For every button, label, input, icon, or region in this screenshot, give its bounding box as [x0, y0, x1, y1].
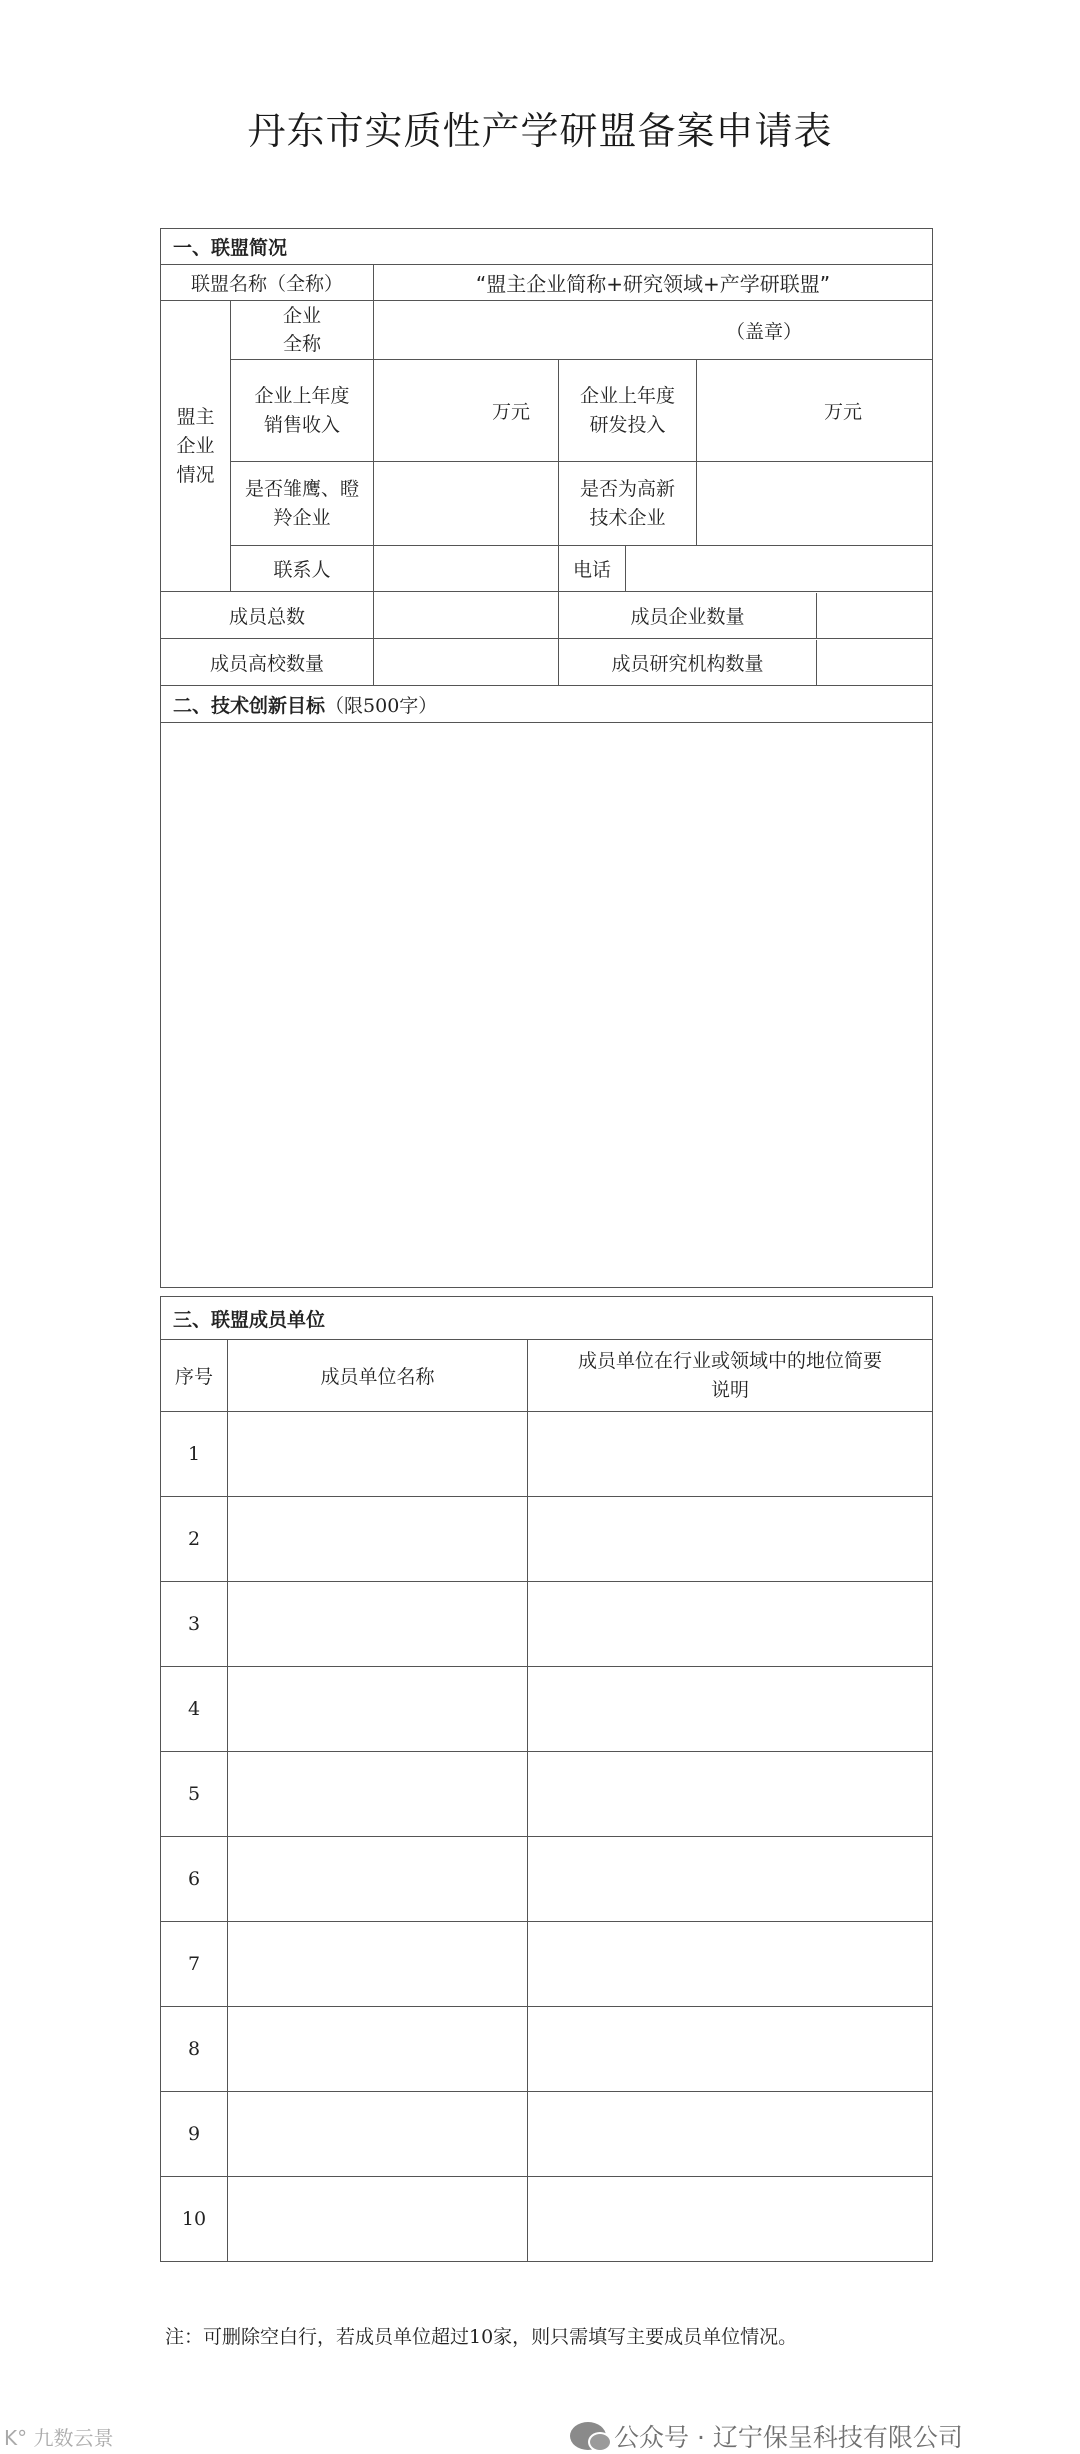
member-desc-cell[interactable]: [528, 1497, 933, 1582]
page-title: 丹东市实质性产学研盟备案申请表: [247, 109, 833, 153]
member-desc-cell[interactable]: [528, 2092, 933, 2177]
rd-investment-field[interactable]: 万元: [697, 360, 933, 462]
sales-revenue-label: 企业上年度销售收入: [231, 360, 374, 462]
member-universities-label: 成员高校数量: [161, 639, 374, 686]
row-number: 2: [161, 1497, 228, 1582]
member-desc-cell[interactable]: [528, 2177, 933, 2262]
member-name-cell[interactable]: [228, 1922, 528, 2007]
member-universities-field[interactable]: [374, 639, 559, 686]
member-name-cell[interactable]: [228, 2007, 528, 2092]
company-name-field[interactable]: （盖章）: [374, 301, 933, 360]
eagle-gazelle-label: 是否雏鹰、瞪羚企业: [231, 462, 374, 546]
member-name-cell[interactable]: [228, 2092, 528, 2177]
member-desc-cell[interactable]: [528, 1922, 933, 2007]
section2-heading: [161, 686, 933, 723]
section2-title: 二、技术创新目标: [173, 694, 326, 717]
member-desc-cell[interactable]: [528, 1837, 933, 1922]
table-row: [161, 1582, 933, 1667]
row-number: 8: [161, 2007, 228, 2092]
member-desc-cell[interactable]: [528, 2007, 933, 2092]
row-number: 6: [161, 1837, 228, 1922]
member-desc-cell[interactable]: [528, 1752, 933, 1837]
alliance-name-label: 联盟名称（全称）: [161, 265, 374, 301]
footnote: 注：可删除空白行，若成员单位超过10家，则只需填写主要成员单位情况。: [165, 2326, 798, 2348]
row-number: 3: [161, 1582, 228, 1667]
col-header-name: 成员单位名称: [228, 1340, 528, 1412]
leader-company-label: 盟主企业情况: [161, 301, 231, 592]
hightech-field[interactable]: [697, 462, 933, 546]
table-row: [161, 1922, 933, 2007]
table-row: [161, 1667, 933, 1752]
section3-heading: 三、联盟成员单位: [161, 1297, 933, 1340]
row-number: 10: [161, 2177, 228, 2262]
contact-field[interactable]: [374, 546, 559, 592]
total-members-label: 成员总数: [161, 592, 374, 639]
phone-label: 电话: [559, 546, 626, 592]
member-units-table: [160, 1296, 933, 2262]
member-desc-cell[interactable]: [528, 1582, 933, 1667]
innovation-goal-textarea[interactable]: [161, 723, 933, 1288]
col-header-desc: 成员单位在行业或领域中的地位简要说明: [528, 1340, 933, 1412]
member-institutes-label: 成员研究机构数量: [559, 640, 817, 685]
member-desc-cell[interactable]: [528, 1412, 933, 1497]
wechat-watermark: [570, 2420, 963, 2452]
table-row: [161, 2007, 933, 2092]
row-number: 4: [161, 1667, 228, 1752]
table-row: [161, 2092, 933, 2177]
corner-watermark: K° 九数云景: [4, 2426, 114, 2450]
row-number: 9: [161, 2092, 228, 2177]
member-name-cell[interactable]: [228, 1752, 528, 1837]
member-name-cell[interactable]: [228, 1837, 528, 1922]
table-row: [161, 2177, 933, 2262]
table-row: [161, 1837, 933, 1922]
table-row: [161, 1497, 933, 1582]
sales-revenue-field[interactable]: 万元: [374, 360, 559, 462]
member-desc-cell[interactable]: [528, 1667, 933, 1752]
member-institutes-field[interactable]: [817, 640, 932, 685]
wechat-icon: [570, 2422, 606, 2450]
company-name-label: 企业全称: [231, 301, 374, 360]
member-name-cell[interactable]: [228, 1582, 528, 1667]
alliance-name-field[interactable]: “盟主企业简称+研究领域+产学研联盟”: [374, 265, 933, 301]
row-number: 1: [161, 1412, 228, 1497]
row-number: 5: [161, 1752, 228, 1837]
col-header-no: 序号: [161, 1340, 228, 1412]
table-row: [161, 1752, 933, 1837]
watermark-text: 公众号 · 辽宁保呈科技有限公司: [614, 2423, 963, 2452]
eagle-gazelle-field[interactable]: [374, 462, 559, 546]
row-number: 7: [161, 1922, 228, 2007]
member-name-cell[interactable]: [228, 1412, 528, 1497]
section1-heading: 一、联盟简况: [161, 229, 933, 265]
member-name-cell[interactable]: [228, 1667, 528, 1752]
phone-field[interactable]: [626, 546, 933, 592]
member-name-cell[interactable]: [228, 1497, 528, 1582]
alliance-info-table: [160, 228, 933, 1288]
table-row: [161, 1412, 933, 1497]
total-members-field[interactable]: [374, 592, 559, 639]
member-companies-field[interactable]: [817, 593, 932, 638]
rd-investment-label: 企业上年度研发投入: [559, 360, 697, 462]
member-name-cell[interactable]: [228, 2177, 528, 2262]
section2-limit-note: （限500字）: [325, 694, 438, 717]
contact-label: 联系人: [231, 546, 374, 592]
member-companies-label: 成员企业数量: [559, 593, 817, 638]
hightech-label: 是否为高新技术企业: [559, 462, 697, 546]
